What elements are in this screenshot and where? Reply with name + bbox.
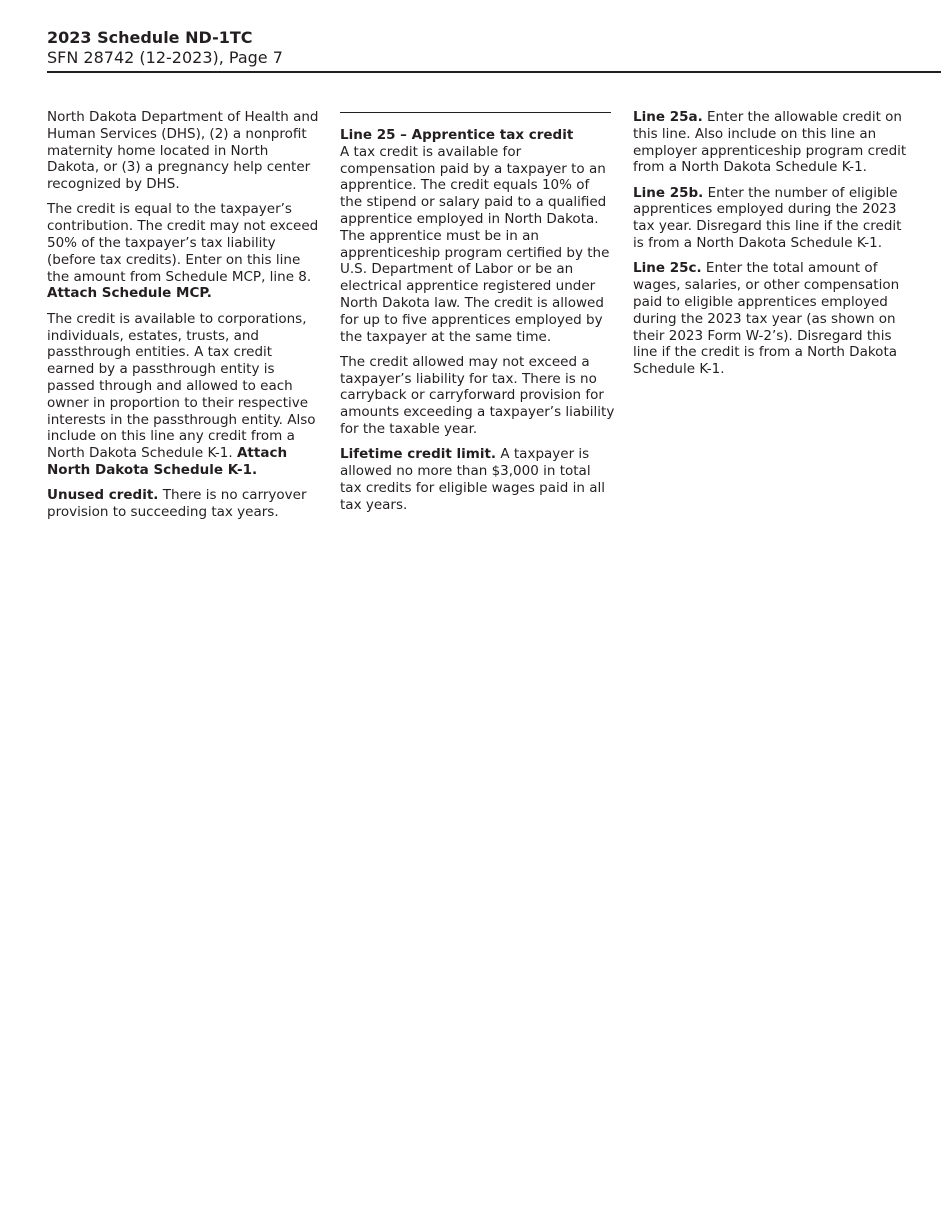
col2-paragraph-2 — [340, 354, 615, 438]
header-divider — [47, 71, 941, 73]
col1-paragraph-2 — [47, 201, 322, 302]
col1-paragraph-1 — [47, 109, 322, 193]
col1-p4-bold: Unused credit. — [47, 487, 159, 504]
col3-paragraph-2 — [633, 185, 908, 252]
column-1 — [47, 109, 322, 529]
col1-p3-text: The credit is available to corporations, individuals, estates, trusts, and passthrough entities. A tax credit earned by a passthrough entity is passed through and allowed to each owner in proportion to their respective interests in the passthrough entity. Also include on this line any credit from a North Dakota Schedule K-1. — [47, 310, 316, 462]
col1-p1-text: North Dakota Department of Health and Human Services (DHS), (2) a nonprofit maternity home located in North Dakota, or (3) a pregnancy help center recognized by DHS. — [47, 109, 319, 193]
col2-p1-text: A tax credit is available for compensation paid by a taxpayer to an apprentice. The credit equals 10% of the stipend or salary paid to a qualified apprentice employed in North Dakota. The apprentice must be in an apprenticeship program certified by the U.S. Department of Labor or be an electrical apprentice registered under North Dakota law. The credit is allowed for up to five apprentices employed by the taxpayer at the same time. — [340, 143, 610, 345]
col1-paragraph-4 — [47, 487, 322, 521]
col1-paragraph-3 — [47, 311, 322, 479]
col3-paragraph-1 — [633, 109, 908, 176]
col1-p3-bold: Attach North Dakota Schedule K-1. — [47, 445, 288, 478]
col1-p2-text: The credit is equal to the taxpayer’s contribution. The credit may not exceed 50% of the taxpayer’s tax liability (before tax credits). Enter on this line the amount from Schedule MCP, line 8. — [47, 201, 319, 285]
form-title: 2023 Schedule ND-1TC — [47, 28, 253, 47]
section-divider — [340, 112, 611, 113]
form-subtitle: SFN 28742 (12-2023), Page 7 — [47, 48, 283, 67]
col1-p4-text: There is no carryover provision to succeeding tax years. — [47, 487, 307, 521]
col2-p2-text: The credit allowed may not exceed a taxpayer’s liability for tax. There is no carryback or carryforward provision for amounts exceeding a taxpayer’s liability for the taxable year. — [340, 353, 615, 438]
column-2 — [340, 109, 615, 522]
col2-paragraph-3 — [340, 446, 615, 513]
section-heading-line-25: Line 25 – Apprentice tax credit — [340, 127, 574, 143]
col3-p3-bold: Line 25c. — [633, 260, 702, 277]
column-3 — [633, 109, 908, 386]
col3-p1-text: Enter the allowable credit on this line. Also include on this line an employer apprenticeship program credit from a North Dakota Schedule K-1. — [633, 109, 907, 176]
col3-p2-text: Enter the number of eligible apprentices employed during the 2023 tax year. Disregard this line if the credit is from a North Dakota Schedule K-1. — [633, 184, 902, 252]
page-header — [47, 28, 283, 68]
col1-p2-bold: Attach Schedule MCP. — [47, 285, 212, 302]
col3-paragraph-3 — [633, 260, 908, 378]
col3-p2-bold: Line 25b. — [633, 184, 704, 201]
col2-p3-text: A taxpayer is allowed no more than $3,000 in total tax credits for eligible wages paid in all tax years. — [340, 446, 606, 513]
col2-p3-bold: Lifetime credit limit. — [340, 446, 497, 463]
col2-paragraph-1 — [340, 144, 615, 346]
col3-p1-bold: Line 25a. — [633, 109, 703, 125]
col3-p3-text: Enter the total amount of wages, salaries, or other compensation paid to eligible apprentices employed during the 2023 tax year (as shown on their 2023 Form W-2’s). Disregard this line if the credit is from a North Dakota Schedule K-1. — [633, 260, 900, 378]
